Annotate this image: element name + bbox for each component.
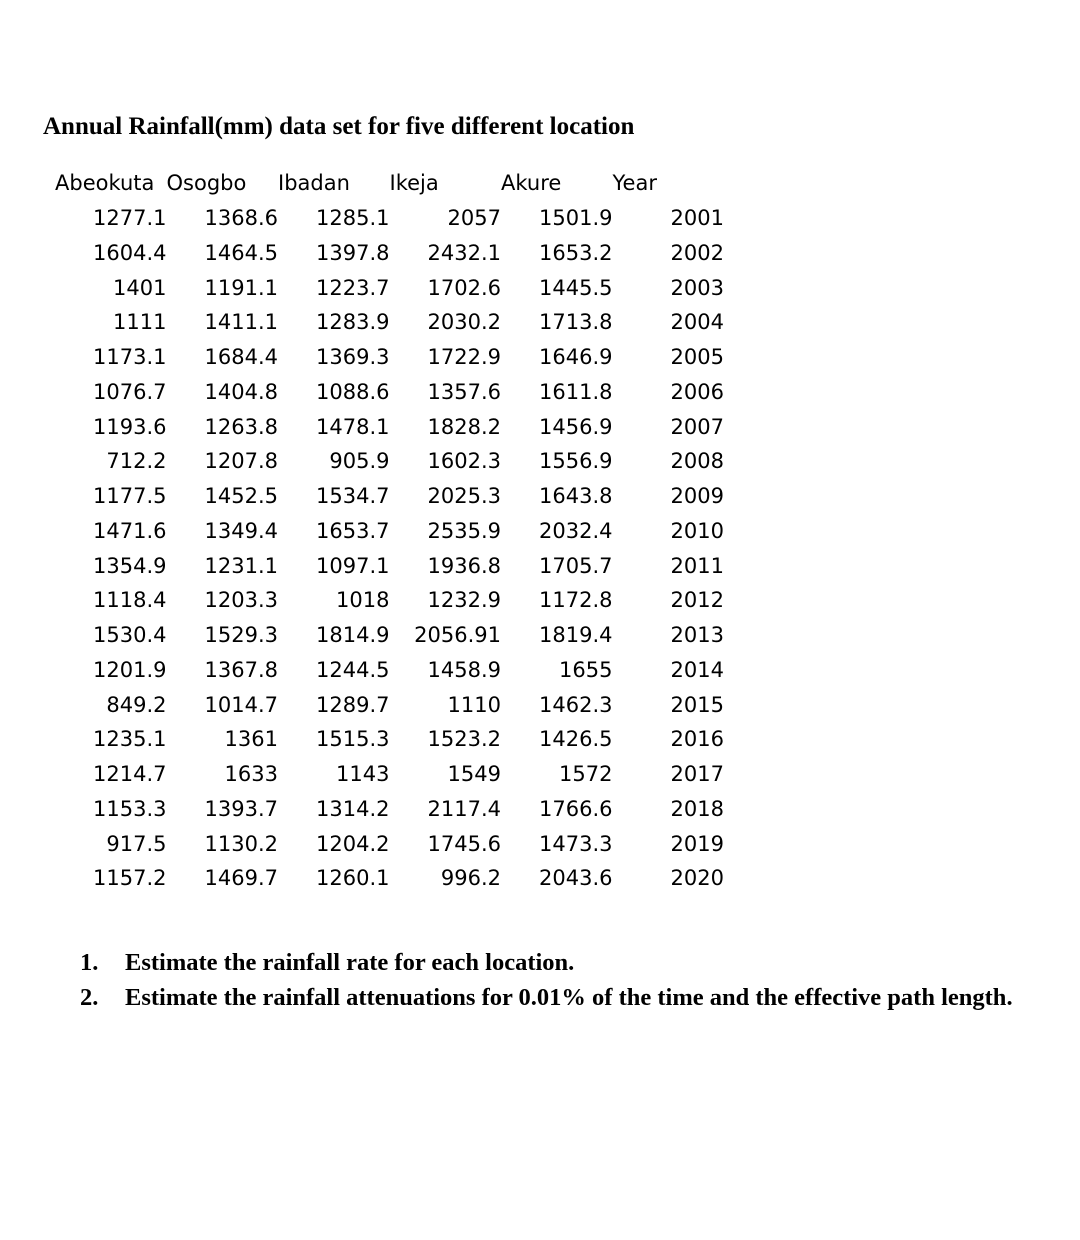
cell-osogbo: 1203.3 (204, 588, 278, 613)
table-row (45, 583, 724, 618)
cell-akure: 1646.9 (539, 345, 613, 370)
document-title: Annual Rainfall(mm) data set for five different location (43, 113, 635, 140)
cell-abeokuta: 1530.4 (93, 623, 167, 648)
table-row (45, 722, 724, 757)
cell-abeokuta: 1177.5 (93, 484, 167, 509)
cell-ikeja: 1458.9 (427, 657, 501, 682)
cell-osogbo: 1263.8 (204, 414, 278, 439)
cell-abeokuta: 1277.1 (93, 206, 167, 231)
rainfall-table (45, 166, 724, 896)
cell-ikeja: 1602.3 (427, 449, 501, 474)
cell-ibadan: 1260.1 (316, 866, 390, 891)
cell-osogbo: 1411.1 (204, 310, 278, 335)
cell-year: 2005 (670, 345, 724, 370)
cell-year: 2019 (670, 831, 724, 856)
cell-ibadan: 1285.1 (316, 206, 390, 231)
cell-abeokuta: 1214.7 (93, 762, 167, 787)
cell-akure: 1713.8 (539, 310, 613, 335)
cell-year: 2020 (670, 866, 724, 891)
cell-ikeja: 1745.6 (427, 831, 501, 856)
cell-osogbo: 1529.3 (204, 623, 278, 648)
cell-ikeja: 1232.9 (427, 588, 501, 613)
table-row (45, 548, 724, 583)
table-row (45, 340, 724, 375)
cell-ibadan: 1283.9 (316, 310, 390, 335)
cell-ikeja: 1702.6 (427, 275, 501, 300)
cell-ibadan: 1289.7 (316, 692, 390, 717)
cell-akure: 1611.8 (539, 379, 613, 404)
cell-ibadan: 1143 (336, 762, 390, 787)
cell-akure: 1643.8 (539, 484, 613, 509)
question-list (80, 946, 1060, 1015)
cell-akure: 1705.7 (539, 553, 613, 578)
cell-year: 2014 (670, 657, 724, 682)
cell-abeokuta: 1401 (113, 275, 167, 300)
cell-osogbo: 1014.7 (204, 692, 278, 717)
cell-ibadan: 1244.5 (316, 657, 390, 682)
cell-ibadan: 1369.3 (316, 345, 390, 370)
cell-ikeja: 1357.6 (427, 379, 501, 404)
cell-ikeja: 2535.9 (427, 518, 501, 543)
table-row (45, 479, 724, 514)
cell-abeokuta: 1201.9 (93, 657, 167, 682)
table-row (45, 514, 724, 549)
cell-abeokuta: 917.5 (106, 831, 167, 856)
cell-osogbo: 1452.5 (204, 484, 278, 509)
column-header-osogbo: Osogbo (166, 171, 247, 196)
cell-ibadan: 1018 (336, 588, 390, 613)
cell-akure: 1456.9 (539, 414, 613, 439)
cell-osogbo: 1404.8 (204, 379, 278, 404)
cell-akure: 2032.4 (539, 518, 613, 543)
cell-year: 2011 (670, 553, 724, 578)
column-header-ibadan: Ibadan (278, 171, 350, 196)
table-row (45, 861, 724, 896)
cell-ikeja: 2057 (447, 206, 501, 231)
cell-ibadan: 1534.7 (316, 484, 390, 509)
cell-akure: 1501.9 (539, 206, 613, 231)
cell-year: 2004 (670, 310, 724, 335)
cell-year: 2018 (670, 796, 724, 821)
question-number: 2. (80, 983, 99, 1011)
table-row (45, 305, 724, 340)
cell-year: 2015 (670, 692, 724, 717)
cell-abeokuta: 1471.6 (93, 518, 167, 543)
column-header-akure: Akure (501, 171, 562, 196)
cell-osogbo: 1684.4 (204, 345, 278, 370)
table-row (45, 618, 724, 653)
cell-ikeja: 1828.2 (427, 414, 501, 439)
cell-osogbo: 1393.7 (204, 796, 278, 821)
cell-abeokuta: 1111 (113, 310, 167, 335)
cell-abeokuta: 849.2 (106, 692, 167, 717)
cell-abeokuta: 1235.1 (93, 727, 167, 752)
table-header-row (45, 166, 724, 201)
cell-akure: 1445.5 (539, 275, 613, 300)
cell-akure: 1426.5 (539, 727, 613, 752)
question-text: Estimate the rainfall rate for each location. (125, 949, 575, 976)
cell-ibadan: 1478.1 (316, 414, 390, 439)
cell-ibadan: 1314.2 (316, 796, 390, 821)
cell-ikeja: 1549 (447, 762, 501, 787)
cell-ibadan: 1814.9 (316, 623, 390, 648)
cell-osogbo: 1469.7 (204, 866, 278, 891)
cell-akure: 1473.3 (539, 831, 613, 856)
cell-osogbo: 1349.4 (204, 518, 278, 543)
cell-akure: 2043.6 (539, 866, 613, 891)
cell-osogbo: 1633 (224, 762, 278, 787)
cell-osogbo: 1207.8 (204, 449, 278, 474)
cell-ikeja: 1936.8 (427, 553, 501, 578)
cell-osogbo: 1464.5 (204, 240, 278, 265)
cell-ibadan: 1223.7 (316, 275, 390, 300)
cell-ikeja: 2432.1 (427, 240, 501, 265)
column-header-year: Year (612, 171, 657, 196)
cell-ibadan: 1088.6 (316, 379, 390, 404)
cell-ikeja: 996.2 (440, 866, 501, 891)
cell-ibadan: 1204.2 (316, 831, 390, 856)
cell-osogbo: 1361 (224, 727, 278, 752)
table-row (45, 375, 724, 410)
cell-ibadan: 1515.3 (316, 727, 390, 752)
cell-abeokuta: 1604.4 (93, 240, 167, 265)
table-body (45, 201, 724, 896)
cell-osogbo: 1231.1 (204, 553, 278, 578)
cell-year: 2010 (670, 518, 724, 543)
cell-abeokuta: 712.2 (106, 449, 167, 474)
cell-abeokuta: 1076.7 (93, 379, 167, 404)
table-row (45, 792, 724, 827)
table-row (45, 236, 724, 271)
cell-year: 2002 (670, 240, 724, 265)
cell-ikeja: 2056.91 (414, 623, 501, 648)
cell-year: 2013 (670, 623, 724, 648)
column-header-abeokuta: Abeokuta (55, 171, 155, 196)
cell-osogbo: 1130.2 (204, 831, 278, 856)
table-row (45, 444, 724, 479)
table-row (45, 653, 724, 688)
cell-abeokuta: 1193.6 (93, 414, 167, 439)
cell-year: 2006 (670, 379, 724, 404)
cell-ikeja: 2117.4 (427, 796, 501, 821)
table-row (45, 757, 724, 792)
question-number: 1. (80, 949, 99, 976)
table-row (45, 270, 724, 305)
question-item (80, 981, 1060, 1016)
cell-abeokuta: 1153.3 (93, 796, 167, 821)
cell-akure: 1655 (559, 657, 613, 682)
cell-abeokuta: 1118.4 (93, 588, 167, 613)
column-header-ikeja: Ikeja (389, 171, 439, 196)
cell-akure: 1172.8 (539, 588, 613, 613)
question-text: Estimate the rainfall attenuations for 0.01% of the time and the effective path length. (125, 983, 1013, 1011)
cell-ikeja: 1110 (447, 692, 501, 717)
cell-year: 2016 (670, 727, 724, 752)
cell-osogbo: 1368.6 (204, 206, 278, 231)
cell-ibadan: 1097.1 (316, 553, 390, 578)
cell-ikeja: 1523.2 (427, 727, 501, 752)
cell-abeokuta: 1354.9 (93, 553, 167, 578)
cell-year: 2007 (670, 414, 724, 439)
cell-ikeja: 2030.2 (427, 310, 501, 335)
cell-year: 2003 (670, 275, 724, 300)
cell-year: 2008 (670, 449, 724, 474)
cell-osogbo: 1191.1 (204, 275, 278, 300)
cell-year: 2001 (670, 206, 724, 231)
cell-year: 2017 (670, 762, 724, 787)
cell-ikeja: 1722.9 (427, 345, 501, 370)
table-row (45, 409, 724, 444)
cell-year: 2012 (670, 588, 724, 613)
cell-akure: 1766.6 (539, 796, 613, 821)
cell-osogbo: 1367.8 (204, 657, 278, 682)
cell-ikeja: 2025.3 (427, 484, 501, 509)
table-row (45, 201, 724, 236)
cell-ibadan: 1653.7 (316, 518, 390, 543)
cell-abeokuta: 1157.2 (93, 866, 167, 891)
table-row (45, 826, 724, 861)
cell-abeokuta: 1173.1 (93, 345, 167, 370)
cell-akure: 1462.3 (539, 692, 613, 717)
cell-akure: 1653.2 (539, 240, 613, 265)
cell-akure: 1819.4 (539, 623, 613, 648)
cell-ibadan: 1397.8 (316, 240, 390, 265)
question-item (80, 946, 1060, 981)
cell-ibadan: 905.9 (329, 449, 390, 474)
cell-akure: 1556.9 (539, 449, 613, 474)
cell-akure: 1572 (559, 762, 613, 787)
cell-year: 2009 (670, 484, 724, 509)
table-row (45, 687, 724, 722)
